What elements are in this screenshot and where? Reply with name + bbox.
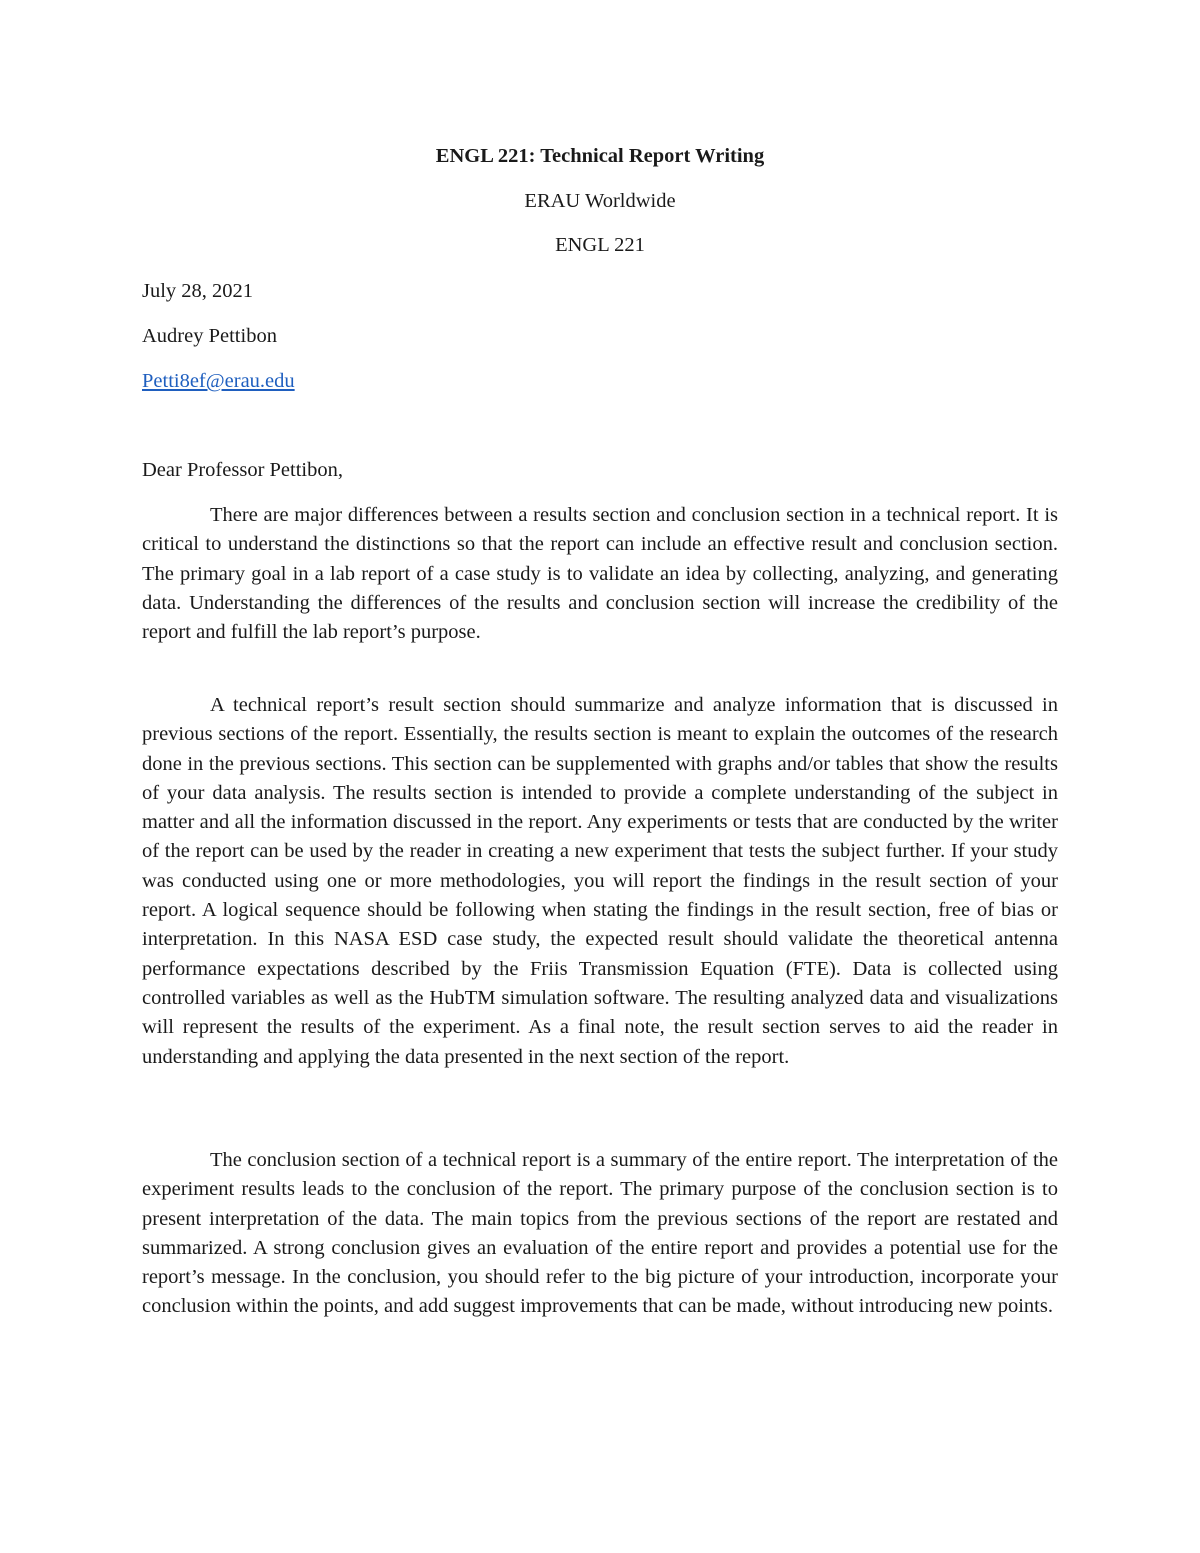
email-link[interactable]: Petti8ef@erau.edu bbox=[142, 370, 295, 392]
email-line bbox=[142, 367, 295, 395]
body-paragraph-3: The conclusion section of a technical report is a summary of the entire report. The interpretation of the experiment results leads to the conclusion of the report. The primary purpose of the conclusion section is to present interpretation of the data. The main topics from the previous sections of the report are restated and summarized. A strong conclusion gives an evaluation of the entire report and provides a potential use for the report’s message. In the conclusion, you should refer to the big picture of your introduction, incorporate your conclusion within the points, and add suggest improvements that can be made, without introducing new points. bbox=[142, 1149, 1058, 1318]
document-title: ENGL 221: Technical Report Writing bbox=[435, 145, 765, 167]
author-line: Audrey Pettibon bbox=[142, 325, 277, 347]
salutation: Dear Professor Pettibon, bbox=[142, 459, 343, 481]
body-paragraph-2: A technical report’s result section should summarize and analyze information that is discussed in previous sections of the report. Essentially, the results section is meant to explain the outcomes of the research done in the previous sections. This section can be supplemented with graphs and/or tables that show the results of your data analysis. The results section is intended to provide a complete understanding of the subject in matter and all the information discussed in the report. Any experiments or tests that are conducted by the writer of the report can be used by the reader in creating a new experiment that tests the subject further. If your study was conducted using one or more methodologies, you will report the findings in the result section of your report. A logical sequence should be following when stating the findings in the result section, free of bias or interpretation. In this NASA ESD case study, the expected result should validate the theoretical antenna performance expectations described by the Friis Transmission Equation (FTE). Data is collected using controlled variables as well as the HubTM simulation software. The resulting analyzed data and visualizations will represent the results of the experiment. As a final note, the result section serves to aid the reader in understanding and applying the data presented in the next section of the report. bbox=[142, 694, 1058, 1068]
date-line: July 28, 2021 bbox=[142, 280, 254, 302]
course-line: ENGL 221 bbox=[555, 234, 645, 256]
body-paragraph-1: There are major differences between a results section and conclusion section in a technical report. It is critical to understand the distinctions so that the report can include an effective result and conclusion section. The primary goal in a lab report of a case study is to validate an idea by collecting, analyzing, and generating data. Understanding the differences of the results and conclusion section will increase the credibility of the report and fulfill the lab report’s purpose. bbox=[142, 504, 1058, 644]
institution-line: ERAU Worldwide bbox=[524, 190, 676, 212]
document-page bbox=[142, 0, 1058, 1553]
